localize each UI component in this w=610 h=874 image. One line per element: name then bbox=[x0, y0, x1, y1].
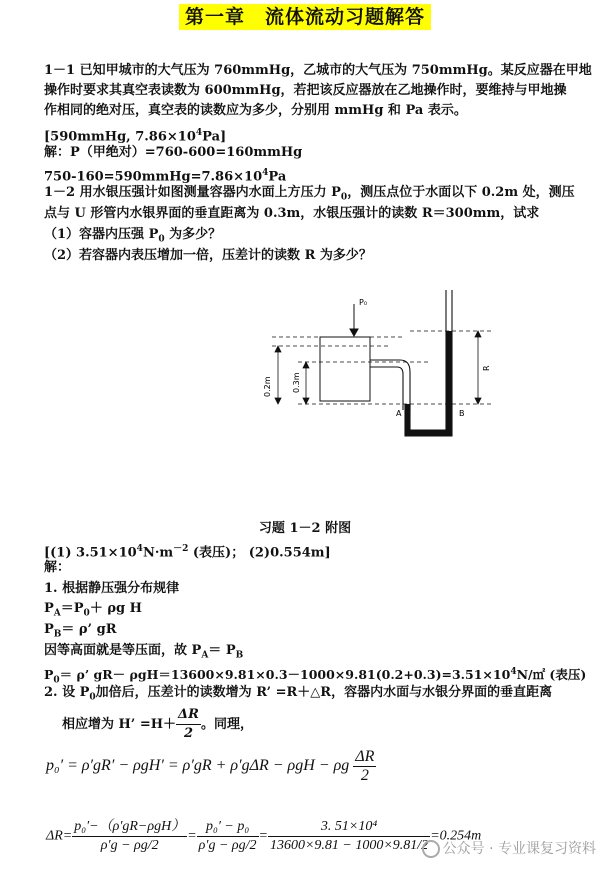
sol-equal-pressure: 因等高面就是等压面，故 $P_A= P_B$ bbox=[44, 643, 244, 661]
sol-step1: 1. 根据静压强分布规律 bbox=[44, 581, 180, 596]
dim-left bbox=[275, 346, 281, 404]
vessel bbox=[320, 337, 370, 401]
label-p0: P₀ bbox=[359, 298, 368, 307]
sol-pb: $P_B= \rho$’ gR bbox=[44, 622, 117, 640]
watermark: 公众号 · 专业课复习资料 bbox=[422, 838, 596, 858]
p12-line2: 点与 U 形管内水银界面的垂直距离为 0.3m，水银压强计的读数 R＝300mm，试求 bbox=[44, 206, 540, 221]
wechat-icon bbox=[422, 840, 440, 858]
sol-p0-calc: $P_0= \rho$’ $gR- \rho gH=13600\times 9.81\times 0.3-1000\times 9.81(0.2+0.3)=3.51\times 10^4N/㎡$ (表压) bbox=[44, 667, 587, 686]
u-tube bbox=[405, 290, 452, 436]
sol-answer: [(1) $3.51\times 10^4N\cdot m^{-2}$ (表压)； (2)0.554m] bbox=[44, 544, 331, 561]
sol-step2-line2: 相应增为 H’ =H＋ $\frac{\Delta R}{2}$ 。同理， bbox=[62, 707, 253, 741]
p12-question2: （2）若容器内表压增加一倍，压差计的读数 R 为多少？ bbox=[44, 248, 372, 263]
equation-1: p₀′ = ρ′gR′ − ρgH′ = ρ′gR + ρ′gΔR − ρgH − ρg $\frac{\Delta R}{2}$ bbox=[46, 748, 375, 784]
arrow-p0 bbox=[350, 304, 358, 336]
p12-line1: 1－2 用水银压强计如图测量容器内水面上方压力 $P_0$，测压点位于水面以下 0.2m 处，测压 bbox=[44, 185, 575, 203]
p11-solution-2: $750-160=590mmHg=7.86\times 10^4Pa$ bbox=[44, 168, 287, 185]
p11-line3: 作相同的绝对压，真空表的读数应为多少，分别用 mmHg 和 Pa 表示。 bbox=[44, 103, 467, 118]
dim-r bbox=[475, 331, 481, 404]
sol-step2: 2. 设 $P_0$加倍后，压差计的读数增为 R’ =R＋△R，容器内水面与水银分界面的垂直距离 bbox=[44, 685, 553, 703]
connecting-tube bbox=[370, 360, 410, 410]
label-a: A bbox=[396, 409, 402, 418]
equation-2: ΔR= $\frac{\text{p₀′−（ρ′gR−ρgH）}}{\rho'g - \rho g/2}$ = $\frac{\text{p₀′ − p₀}}{\rho'g - \rho g/2}$ = $\frac{\text{3. 51×10⁴}}{13600\times 9.81 - 1000\times 9.81/2}$ =0.254m bbox=[46, 819, 482, 853]
p11-line1: 1－1 已知甲城市的大气压为 760mmHg，乙城市的大气压为 750mmHg。某反应器在甲地 bbox=[44, 63, 592, 78]
label-mid-dim: 0.3m bbox=[292, 372, 301, 393]
p11-answer: [590mmHg, $7.86\times 10^4Pa$] bbox=[44, 128, 227, 145]
sol-pa: $P_A=P_0+ \rho g$ H bbox=[44, 601, 142, 619]
label-b: B bbox=[459, 409, 465, 418]
label-left-dim: 0.2m bbox=[263, 376, 272, 397]
p11-line2: 操作时要求其真空表读数为 600mmHg，若把该反应器放在乙地操作时，要维持与甲地操 bbox=[44, 83, 567, 98]
sol-jie: 解： bbox=[44, 560, 71, 575]
dim-mid bbox=[303, 362, 309, 404]
p12-question1: （1）容器内压强 $P_0$ 为多少？ bbox=[44, 227, 222, 245]
title-wrap bbox=[0, 4, 610, 30]
p11-solution-1: 解：P（甲绝对）=760-600=160mmHg bbox=[44, 145, 303, 160]
figure-caption: 习题 1－2 附图 bbox=[258, 521, 352, 536]
label-r: R bbox=[482, 365, 491, 371]
mercury bbox=[405, 331, 452, 436]
dashed-levels bbox=[272, 331, 492, 404]
frac-den: 2 bbox=[183, 726, 194, 741]
frac-num: ΔR bbox=[176, 706, 201, 725]
page-title: 第一章 流体流动习题解答 bbox=[179, 4, 431, 30]
